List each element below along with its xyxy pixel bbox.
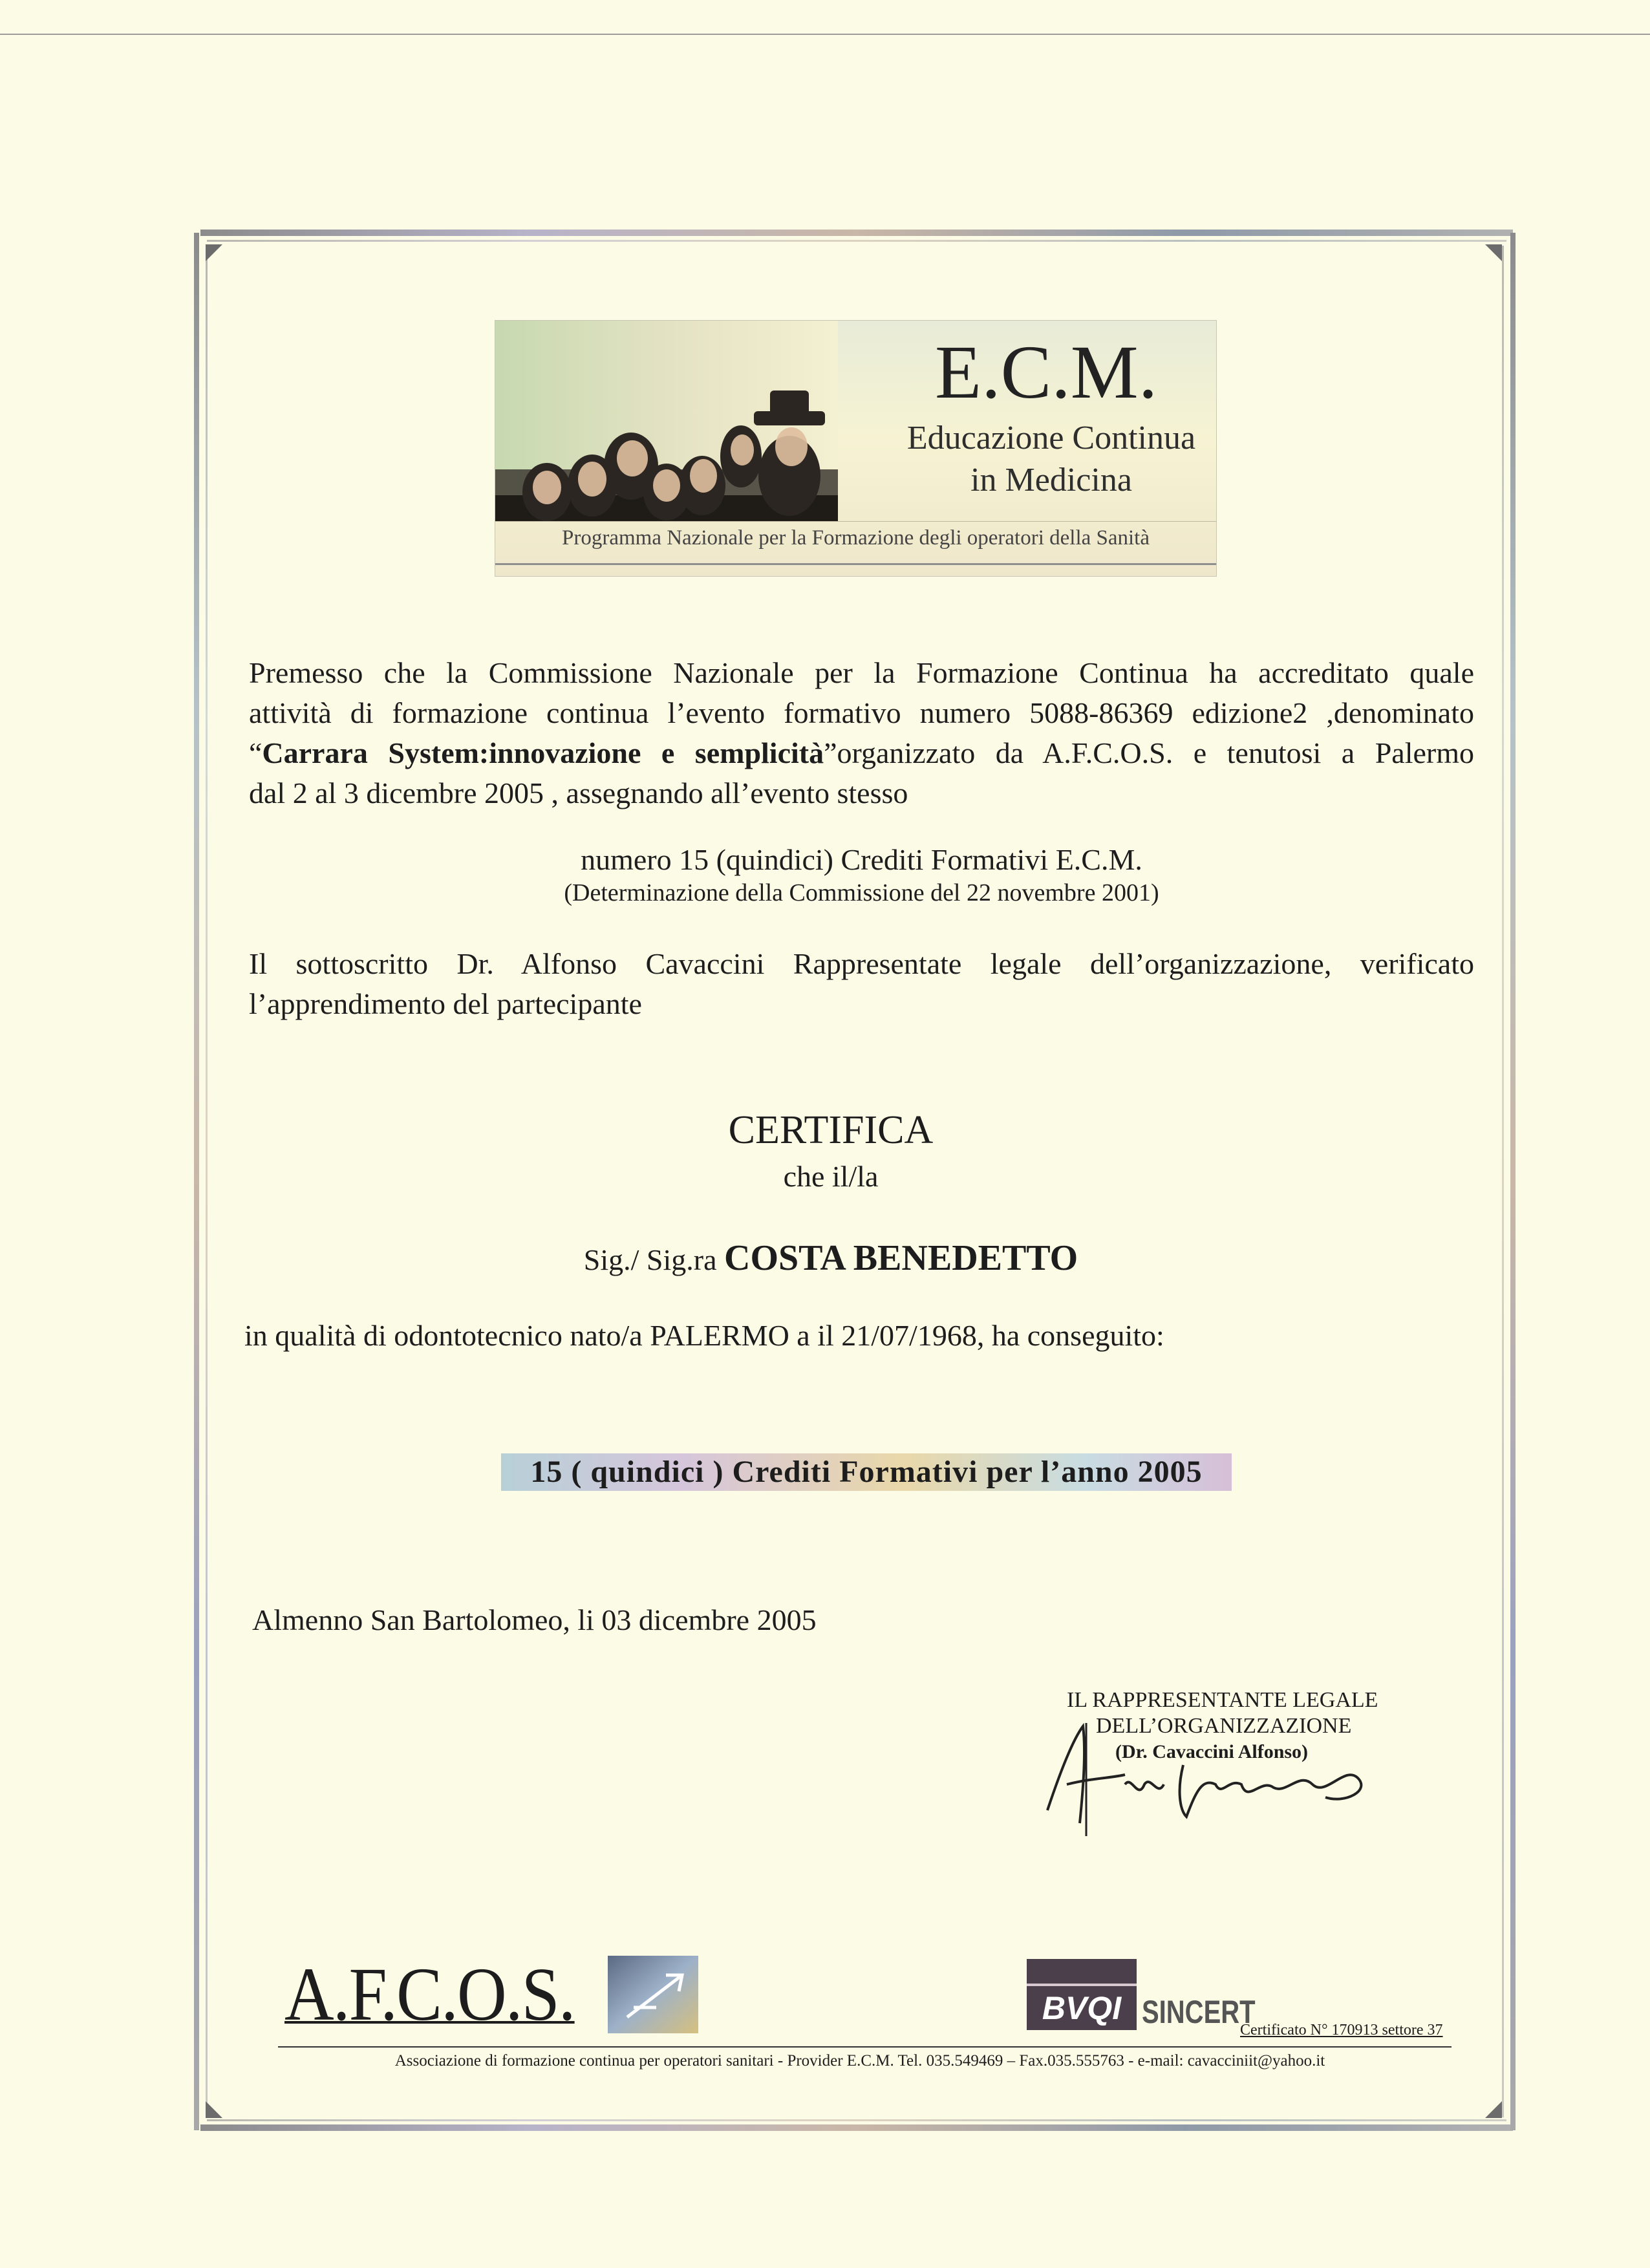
qualification-line: in qualità di odontotecnico nato/a PALERMO a il 21/07/1968, ha conseguito: [244,1319,1164,1352]
bvqi-badge [1027,1959,1137,2030]
border-top [200,230,1513,236]
paragraph-line-1: Premesso che la Commissione Nazionale per la Formazione Continua ha accreditato quale [249,656,1474,689]
signatory-paragraph [249,944,1474,1024]
ecm-program-line: Programma Nazionale per la Formazione degli operatori della Sanità [495,521,1216,554]
bvqi-badge-stripe [1027,1984,1137,1986]
border-bottom [200,2124,1513,2131]
determination-note: (Determinazione della Commissione del 22 novembre 2001) [564,879,1159,906]
ecm-title: E.C.M. [935,330,1158,414]
anatomy-lesson-illustration [495,321,838,521]
footer-rule [278,2046,1452,2048]
corner-ornament-br [1485,2101,1502,2118]
signature-title-2: DELL’ORGANIZZAZIONE [1096,1714,1352,1738]
certificate-number: Certificato N° 170913 settore 37 [1240,2022,1443,2038]
handwritten-signature [1022,1713,1384,1843]
sincert-text: SINCERT [1142,1994,1256,2030]
paragraph-line-4: dal 2 al 3 dicembre 2005 , assegnando all’evento stesso [249,776,908,809]
corner-ornament-tr [1485,244,1502,261]
paragraph-line-3: “Carrara System:innovazione e semplicità”organizzato da A.F.C.O.S. e tenutosi a Palermo [249,736,1475,769]
bvqi-text: BVQI [1042,1990,1122,2026]
signatory-line-2: l’apprendimento del partecipante [249,987,642,1020]
paragraph-line-2: attività di formazione continua l’evento formativo numero 5088-86369 edizione2 ,denominato [249,696,1474,729]
signature-block [1022,1687,1384,1846]
accreditation-paragraph [249,653,1474,813]
afcos-wordmark: A.F.C.O.S. [284,1952,575,2037]
event-title: Carrara System:innovazione e semplicità [262,736,824,769]
ecm-subtitle-2: in Medicina [970,462,1132,498]
ecm-subtitle-1: Educazione Continua [906,420,1196,456]
scan-line-top [0,34,1650,35]
afcos-emblem-icon [608,1956,698,2033]
corner-ornament-tl [206,244,222,261]
signature-title-1: IL RAPPRESENTANTE LEGALE [1067,1688,1378,1712]
bvqi-sincert-logo [1027,1959,1272,2049]
signatory-line-1: Il sottoscritto Dr. Alfonso Cavaccini Rappresentate legale dell’organizzazione, verificato [249,947,1474,980]
border-left-inner [206,246,208,2117]
afcos-logo [284,1943,711,2046]
place-date: Almenno San Bartolomeo, li 03 dicembre 2005 [252,1603,817,1636]
border-right [1510,233,1516,2130]
corner-ornament-bl [206,2101,222,2118]
credits-earned-banner: 15 ( quindici ) Crediti Formativi per l’anno 2005 [501,1453,1232,1491]
ecm-banner-rule [495,563,1216,565]
certifica-heading: CERTIFICA [728,1108,934,1152]
signature-name: (Dr. Cavaccini Alfonso) [1115,1741,1309,1762]
border-top-inner [207,240,1506,242]
credits-line: numero 15 (quindici) Crediti Formativi E.C.M. [581,843,1142,876]
border-right-inner [1502,246,1504,2117]
sig-prefix: Sig./ Sig.ra [583,1243,717,1276]
border-left [194,233,199,2130]
participant-line [249,1236,1413,1282]
border-bottom-inner [207,2119,1506,2121]
footer-association: Associazione di formazione continua per operatori sanitari - Provider E.C.M. Tel. 035.549469 – Fax.035.555763 - e-mail: cavacciniit@yahoo.it [394,2052,1325,2070]
participant-name: COSTA BENEDETTO [724,1238,1078,1278]
ecm-banner [495,320,1217,577]
che-il-la: che il/la [783,1160,879,1193]
ecm-painting-image [495,321,838,521]
